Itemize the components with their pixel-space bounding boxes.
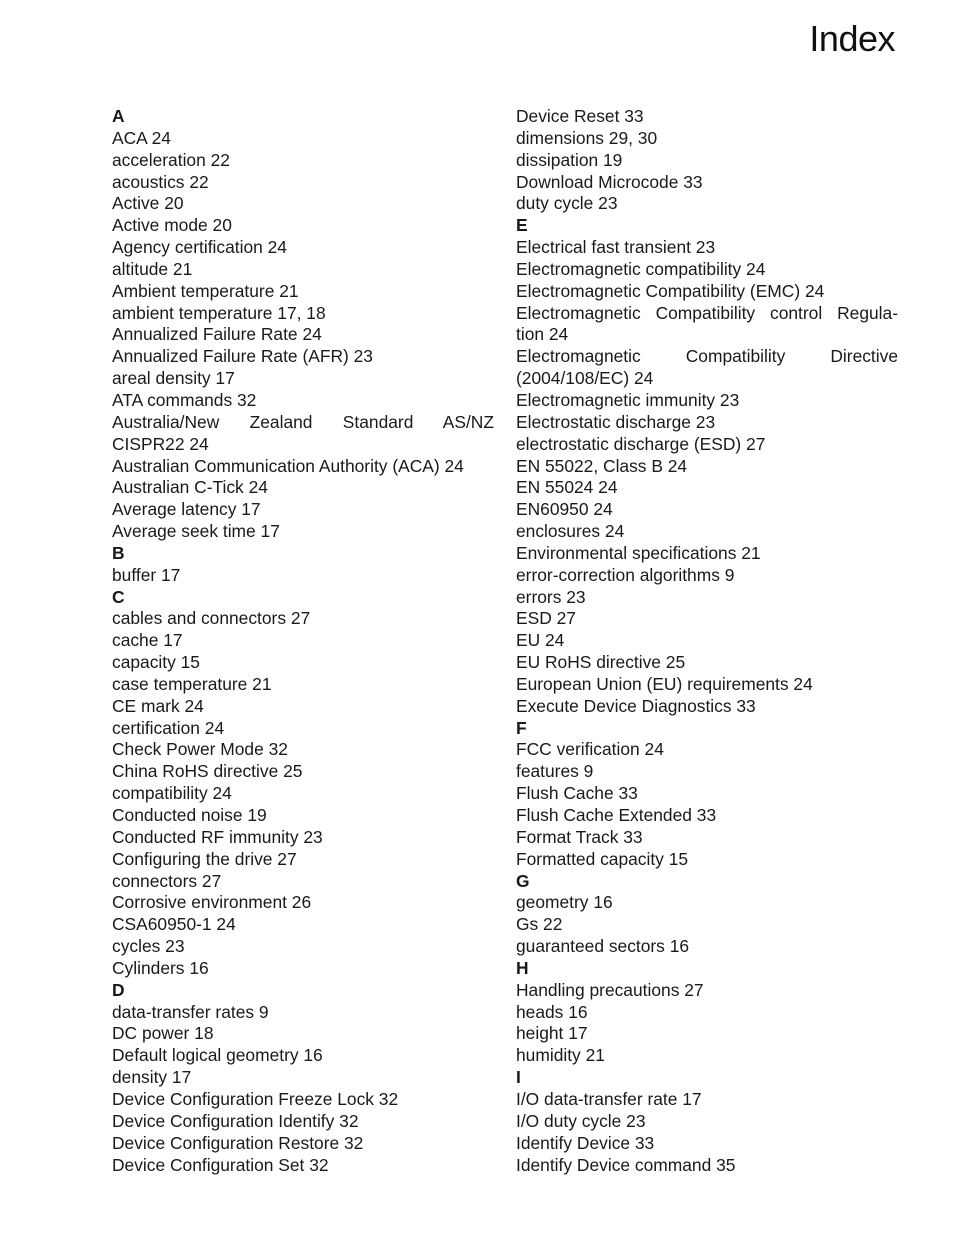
index-entry: CE mark 24 bbox=[112, 695, 204, 716]
index-entry: Australian C-Tick 24 bbox=[112, 477, 268, 498]
index-entry: Cylinders 16 bbox=[112, 957, 209, 978]
index-entry: Environmental specifications 21 bbox=[516, 542, 761, 563]
index-entry: EN60950 24 bbox=[516, 499, 613, 520]
index-letter-heading: I bbox=[516, 1067, 521, 1088]
index-entry: altitude 21 bbox=[112, 258, 193, 279]
index-entry: connectors 27 bbox=[112, 870, 222, 891]
index-column-left bbox=[112, 106, 494, 1176]
index-entry: Active mode 20 bbox=[112, 215, 232, 236]
index-entry: cache 17 bbox=[112, 630, 183, 651]
index-entry: Annualized Failure Rate (AFR) 23 bbox=[112, 346, 373, 367]
index-entry: ESD 27 bbox=[516, 608, 576, 629]
index-entry: European Union (EU) requirements 24 bbox=[516, 673, 813, 694]
index-entry: ambient temperature 17, 18 bbox=[112, 302, 326, 323]
index-entry: Conducted noise 19 bbox=[112, 805, 267, 825]
index-entry: Agency certification 24 bbox=[112, 237, 287, 258]
index-entry: Formatted capacity 15 bbox=[516, 848, 689, 869]
index-entry: Corrosive environment 26 bbox=[112, 892, 312, 913]
index-entry: Check Power Mode 32 bbox=[112, 739, 288, 760]
index-entry: data-transfer rates 9 bbox=[112, 1001, 269, 1022]
index-entry: Average seek time 17 bbox=[112, 521, 280, 542]
index-entry: Identify Device 33 bbox=[516, 1132, 655, 1153]
index-entry: I/O duty cycle 23 bbox=[516, 1110, 646, 1131]
index-entry: Identify Device command 35 bbox=[516, 1154, 736, 1175]
index-entry: Electromagnetic Compatibility Directive bbox=[516, 346, 898, 367]
index-entry: compatibility 24 bbox=[112, 783, 232, 804]
index-entry: error-correction algorithms 9 bbox=[516, 564, 735, 585]
index-entry: Configuring the drive 27 bbox=[112, 848, 297, 869]
index-entry: Format Track 33 bbox=[516, 826, 643, 847]
index-entry: dissipation 19 bbox=[516, 149, 623, 170]
index-letter-heading: C bbox=[112, 586, 125, 607]
index-entry: dimensions 29, 30 bbox=[516, 127, 658, 148]
index-letter-heading: A bbox=[112, 106, 125, 126]
index-entry: Conducted RF immunity 23 bbox=[112, 826, 323, 847]
index-letter-heading: H bbox=[516, 957, 529, 978]
index-entry: tion 24 bbox=[516, 324, 569, 345]
index-entry: cycles 23 bbox=[112, 936, 185, 957]
index-entry: Ambient temperature 21 bbox=[112, 280, 299, 301]
index-entry: CSA60950-1 24 bbox=[112, 914, 236, 935]
index-entry: Device Configuration Freeze Lock 32 bbox=[112, 1088, 399, 1109]
index-entry: (2004/108/EC) 24 bbox=[516, 368, 654, 389]
index-entry: ATA commands 32 bbox=[112, 389, 257, 410]
index-entry: Australia/New Zealand Standard AS/NZ bbox=[112, 411, 494, 432]
index-entry: heads 16 bbox=[516, 1001, 588, 1022]
index-entry: Gs 22 bbox=[516, 914, 563, 935]
index-entry: Device Configuration Restore 32 bbox=[112, 1132, 364, 1153]
index-entry: Active 20 bbox=[112, 193, 184, 214]
index-letter-heading: B bbox=[112, 542, 125, 563]
index-entry: Electromagnetic Compatibility (EMC) 24 bbox=[516, 280, 825, 301]
index-letter-heading: G bbox=[516, 870, 530, 891]
index-entry: enclosures 24 bbox=[516, 521, 625, 542]
index-entry: Device Reset 33 bbox=[516, 106, 644, 126]
index-entry: Device Configuration Identify 32 bbox=[112, 1110, 359, 1131]
index-entry: capacity 15 bbox=[112, 652, 200, 673]
index-entry: FCC verification 24 bbox=[516, 739, 664, 760]
index-entry: Electromagnetic Compatibility control Regula- bbox=[516, 302, 898, 323]
index-entry: Electromagnetic immunity 23 bbox=[516, 389, 740, 410]
index-entry: Flush Cache 33 bbox=[516, 783, 638, 804]
index-entry: Average latency 17 bbox=[112, 499, 261, 520]
index-entry: DC power 18 bbox=[112, 1023, 214, 1044]
index-entry: duty cycle 23 bbox=[516, 193, 618, 214]
index-entry: Device Configuration Set 32 bbox=[112, 1154, 329, 1175]
index-entry: Flush Cache Extended 33 bbox=[516, 805, 717, 825]
index-entry: case temperature 21 bbox=[112, 673, 272, 694]
index-entry: areal density 17 bbox=[112, 368, 235, 389]
index-entry: China RoHS directive 25 bbox=[112, 761, 303, 782]
index-column-right bbox=[516, 106, 898, 1176]
index-entry: Australian Communication Authority (ACA) 24 bbox=[112, 455, 464, 476]
index-entry: certification 24 bbox=[112, 717, 225, 738]
index-letter-heading: D bbox=[112, 979, 125, 1000]
index-letter-heading: E bbox=[516, 215, 528, 236]
index-entry: acoustics 22 bbox=[112, 171, 209, 192]
index-entry: Electrical fast transient 23 bbox=[516, 237, 716, 258]
index-entry: EN 55022, Class B 24 bbox=[516, 455, 688, 476]
index-entry: Annualized Failure Rate 24 bbox=[112, 324, 322, 345]
index-entry: guaranteed sectors 16 bbox=[516, 936, 690, 957]
index-entry: EU 24 bbox=[516, 630, 565, 651]
index-entry: acceleration 22 bbox=[112, 149, 230, 170]
index-entry: I/O data-transfer rate 17 bbox=[516, 1088, 702, 1109]
index-entry: EU RoHS directive 25 bbox=[516, 652, 686, 673]
index-entry: geometry 16 bbox=[516, 892, 613, 913]
index-entry: Default logical geometry 16 bbox=[112, 1045, 323, 1066]
index-entry: humidity 21 bbox=[516, 1045, 605, 1066]
index-entry: density 17 bbox=[112, 1067, 192, 1088]
index-entry: Download Microcode 33 bbox=[516, 171, 703, 192]
page-title: Index bbox=[809, 18, 895, 59]
index-entry: Handling precautions 27 bbox=[516, 979, 704, 1000]
index-letter-heading: F bbox=[516, 717, 527, 738]
index-entry: features 9 bbox=[516, 761, 594, 782]
index-entry: height 17 bbox=[516, 1023, 588, 1044]
index-entry: cables and connectors 27 bbox=[112, 608, 311, 629]
index-entry: buffer 17 bbox=[112, 564, 181, 585]
index-entry: electrostatic discharge (ESD) 27 bbox=[516, 433, 766, 454]
index-entry: ACA 24 bbox=[112, 127, 171, 148]
index-entry: EN 55024 24 bbox=[516, 477, 618, 498]
index-entry: Electromagnetic compatibility 24 bbox=[516, 258, 766, 279]
index-entry: Execute Device Diagnostics 33 bbox=[516, 695, 756, 716]
index-entry: CISPR22 24 bbox=[112, 433, 209, 454]
index-entry: errors 23 bbox=[516, 586, 586, 607]
index-entry: Electrostatic discharge 23 bbox=[516, 411, 716, 432]
